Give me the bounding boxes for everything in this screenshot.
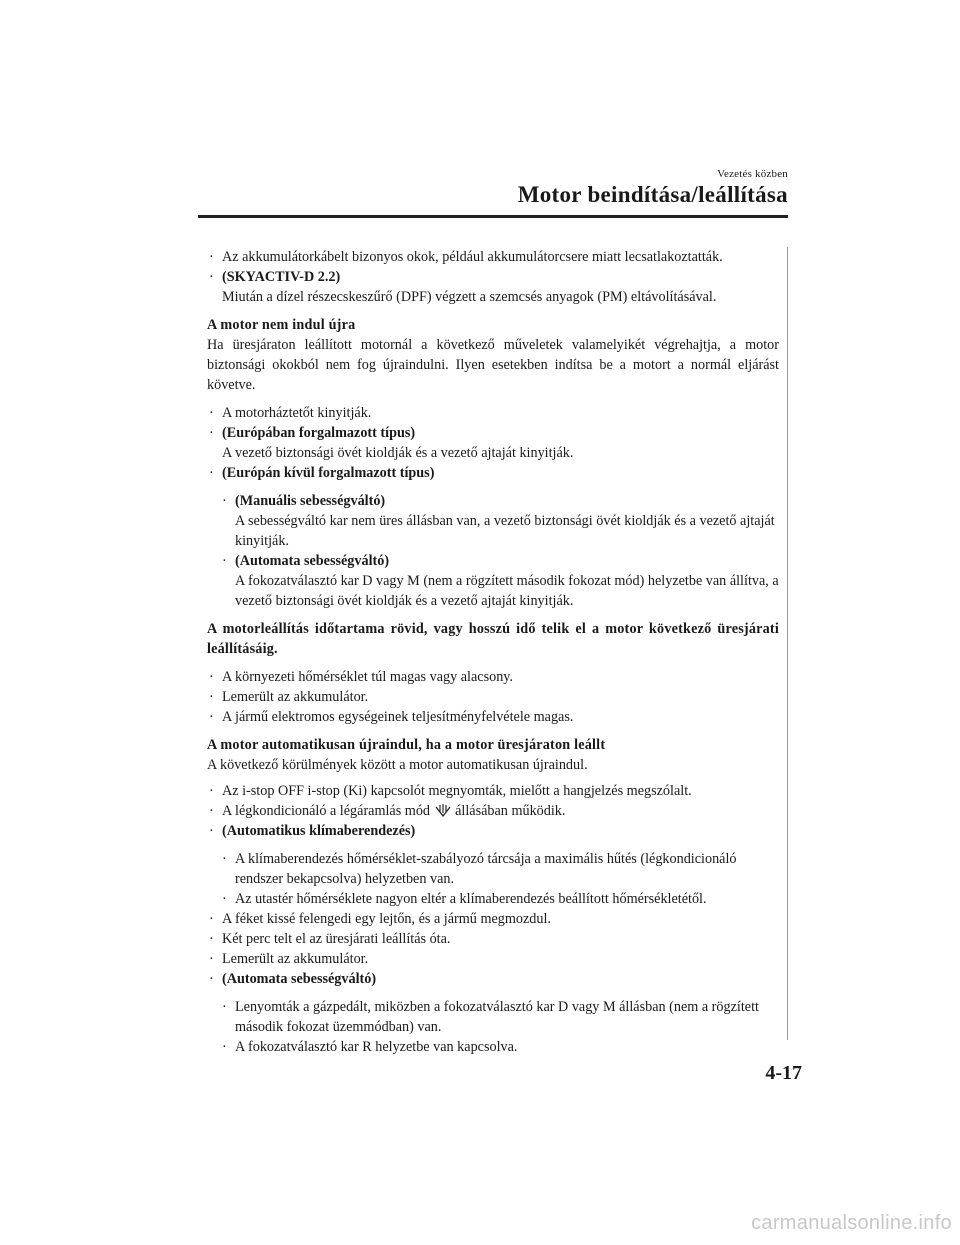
bullet-icon: ·: [209, 465, 214, 481]
sub-list-item: · A fokozatválasztó kar R helyzetbe van kapcsolva.: [222, 1039, 518, 1055]
bullet-icon: ·: [209, 425, 214, 441]
list-item: · (SKYACTIV-D 2.2) Miután a dízel részecskeszűrő (DPF) végzett a szemcsés anyagok (PM) eltávolításával.: [209, 269, 717, 305]
paragraph: Ha üresjáraton leállított motornál a következő műveletek valamelyikét végrehajtja, a motor biztonsági okokból nem fog újraindulni. Ilyen esetekben indítsa be a motort a normál eljárást követve.: [207, 337, 779, 393]
section-heading: A motorleállítás időtartama rövid, vagy hosszú idő telik el a motor következő üresjárati leállításáig.: [207, 621, 779, 657]
bullet-icon: ·: [209, 803, 214, 819]
bullet-icon: ·: [209, 971, 214, 987]
list-item: · A környezeti hőmérséklet túl magas vagy alacsony.: [209, 669, 514, 685]
list-item: · Lemerült az akkumulátor.: [209, 689, 369, 705]
bullet-icon: ·: [209, 249, 214, 265]
bullet-icon: ·: [209, 783, 214, 799]
bullet-icon: ·: [209, 269, 214, 285]
bullet-icon: ·: [222, 1039, 227, 1055]
sub-list-item: · Az utastér hőmérséklete nagyon eltér a klímaberendezés beállított hőmérsékletétől.: [222, 891, 707, 907]
bullet-icon: ·: [209, 689, 214, 705]
bullet-icon: ·: [209, 911, 214, 927]
section-heading: A motor automatikusan újraindul, ha a motor üresjáraton leállt: [207, 737, 606, 753]
list-item: · (Európán kívül forgalmazott típus): [209, 465, 435, 481]
list-item: · (Automatikus klímaberendezés): [209, 823, 416, 839]
bullet-icon: ·: [222, 891, 227, 907]
paragraph: A következő körülmények között a motor automatikusan újraindul.: [207, 757, 588, 773]
section-header: Vezetés közben: [717, 168, 788, 180]
list-item: · Az akkumulátorkábelt bizonyos okok, például akkumulátorcsere miatt lecsatlakoztatták.: [209, 249, 723, 265]
list-item: · A motorháztetőt kinyitják.: [209, 405, 372, 421]
airflow-mode-icon: [435, 803, 451, 817]
list-item: · Az i-stop OFF i-stop (Ki) kapcsolót megnyomták, mielőtt a hangjelzés megszólalt.: [209, 783, 692, 799]
sub-list-item: · (Manuális sebességváltó) A sebességváltó kar nem üres állásban van, a vezető biztonsági övét kioldják és a vezető ajtaját kinyitják.: [222, 493, 775, 549]
list-item: · Lemerült az akkumulátor.: [209, 951, 369, 967]
bullet-icon: ·: [209, 823, 214, 839]
list-item: · Két perc telt el az üresjárati leállítás óta.: [209, 931, 451, 947]
bullet-icon: ·: [209, 931, 214, 947]
list-item: · A jármű elektromos egységeinek teljesítményfelvétele magas.: [209, 709, 574, 725]
page-title: Motor beindítása/leállítása: [517, 182, 788, 207]
list-item: · (Automata sebességváltó): [209, 971, 377, 987]
header-rule: [198, 215, 788, 218]
sub-list-item: · Lenyomták a gázpedált, miközben a fokozatválasztó kar D vagy M állásban (nem a rögzített második fokozat üzemmódban) van.: [222, 999, 759, 1035]
bullet-icon: ·: [209, 709, 214, 725]
sub-list-item: · A klímaberendezés hőmérséklet-szabályozó tárcsája a maximális hűtés (légkondicionáló rendszer bekapcsolva) helyzetben van.: [222, 851, 737, 887]
list-item: · A légkondicionáló a légáramlás mód állásában működik.: [209, 803, 566, 819]
bullet-icon: ·: [209, 405, 214, 421]
list-item: · A féket kissé felengedi egy lejtőn, és a jármű megmozdul.: [209, 911, 551, 927]
sub-list-item: · (Automata sebességváltó) A fokozatválasztó kar D vagy M (nem a rögzített második fokozat mód) helyzetbe van állítva, a vezető biztonsági övét kioldják és a vezető ajtaját kinyitják.: [222, 553, 779, 609]
page-content: [207, 247, 779, 1057]
bullet-icon: ·: [222, 553, 227, 569]
bullet-icon: ·: [222, 493, 227, 509]
bullet-icon: ·: [222, 851, 227, 867]
bullet-icon: ·: [209, 951, 214, 967]
bullet-icon: ·: [222, 999, 227, 1015]
watermark: carmanualsonline.info: [751, 1212, 952, 1234]
page-number: 4-17: [765, 1062, 802, 1084]
margin-rule: [787, 247, 788, 1040]
section-heading: A motor nem indul újra: [207, 317, 356, 333]
bullet-icon: ·: [209, 669, 214, 685]
list-item: · (Európában forgalmazott típus) A vezető biztonsági övét kioldják és a vezető ajtaját kinyitják.: [209, 425, 574, 461]
